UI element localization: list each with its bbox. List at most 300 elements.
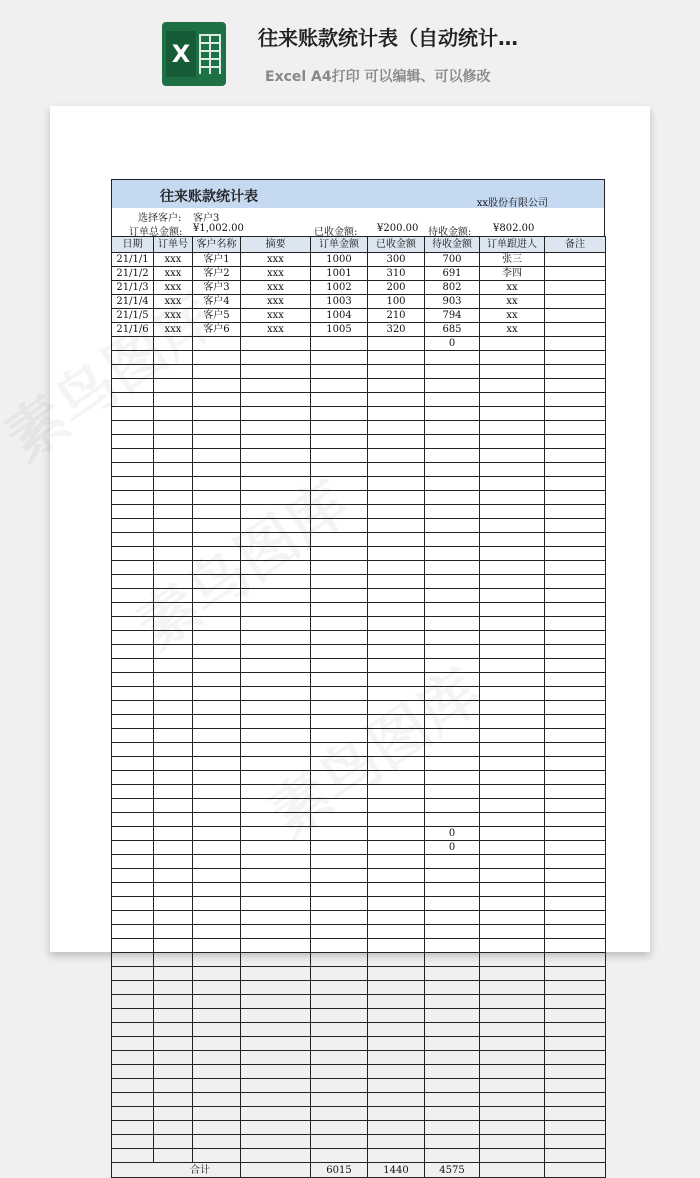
table-cell[interactable] [193,757,241,771]
table-cell[interactable] [241,1023,311,1037]
total-received[interactable]: 1440 [368,1163,425,1178]
table-cell[interactable] [112,575,154,589]
table-cell[interactable] [545,1065,606,1079]
table-cell[interactable] [545,1093,606,1107]
table-cell[interactable] [311,883,368,897]
table-cell[interactable] [193,1107,241,1121]
table-cell[interactable] [480,1107,545,1121]
table-cell[interactable] [425,673,480,687]
table-cell[interactable] [545,981,606,995]
table-cell[interactable] [425,1121,480,1135]
table-cell[interactable] [425,1037,480,1051]
table-cell[interactable] [311,1121,368,1135]
table-cell[interactable] [193,575,241,589]
table-cell[interactable] [480,897,545,911]
table-cell[interactable] [241,1093,311,1107]
table-cell[interactable]: 200 [368,281,425,295]
table-cell[interactable] [154,337,193,351]
table-cell[interactable]: xxx [241,295,311,309]
table-cell[interactable] [425,1135,480,1149]
table-cell[interactable] [480,967,545,981]
table-cell[interactable] [545,1023,606,1037]
table-cell[interactable] [425,771,480,785]
table-cell[interactable] [154,715,193,729]
table-cell[interactable]: xxx [154,309,193,323]
table-cell[interactable] [368,855,425,869]
table-cell[interactable] [241,1065,311,1079]
total-pending[interactable]: 4575 [425,1163,480,1178]
table-cell[interactable] [480,841,545,855]
table-cell[interactable]: xx [480,309,545,323]
table-cell[interactable] [193,421,241,435]
table-cell[interactable]: 802 [425,281,480,295]
table-cell[interactable] [311,421,368,435]
table-cell[interactable] [154,967,193,981]
table-cell[interactable] [241,1163,311,1178]
table-cell[interactable] [112,659,154,673]
table-cell[interactable] [193,463,241,477]
table-cell[interactable] [112,897,154,911]
column-header-remark[interactable]: 备注 [545,237,606,253]
table-cell[interactable] [545,575,606,589]
table-cell[interactable] [112,841,154,855]
table-cell[interactable] [112,1135,154,1149]
table-cell[interactable] [154,421,193,435]
table-cell[interactable] [241,1135,311,1149]
table-cell[interactable] [368,1149,425,1163]
table-cell[interactable] [311,351,368,365]
table-cell[interactable] [545,463,606,477]
table-cell[interactable] [545,533,606,547]
table-cell[interactable] [368,813,425,827]
table-cell[interactable] [311,491,368,505]
table-cell[interactable] [480,687,545,701]
table-cell[interactable]: 310 [368,267,425,281]
table-cell[interactable] [425,1093,480,1107]
table-cell[interactable] [241,421,311,435]
table-cell[interactable] [480,995,545,1009]
table-cell[interactable] [480,561,545,575]
table-cell[interactable] [154,841,193,855]
table-cell[interactable] [241,701,311,715]
table-cell[interactable] [545,1135,606,1149]
table-cell[interactable] [480,1163,545,1178]
table-cell[interactable] [368,1107,425,1121]
table-cell[interactable] [112,1037,154,1051]
table-cell[interactable] [154,743,193,757]
table-cell[interactable] [368,575,425,589]
table-cell[interactable] [311,729,368,743]
table-cell[interactable] [480,491,545,505]
table-cell[interactable] [368,519,425,533]
table-cell[interactable]: 李四 [480,267,545,281]
table-cell[interactable] [112,701,154,715]
table-cell[interactable] [241,365,311,379]
table-cell[interactable] [480,1093,545,1107]
table-cell[interactable] [368,673,425,687]
table-cell[interactable] [241,925,311,939]
table-cell[interactable] [193,379,241,393]
table-cell[interactable] [545,491,606,505]
table-cell[interactable] [425,785,480,799]
table-cell[interactable] [545,1051,606,1065]
table-cell[interactable] [241,491,311,505]
table-cell[interactable] [368,659,425,673]
table-cell[interactable] [193,1023,241,1037]
table-cell[interactable] [193,449,241,463]
table-cell[interactable] [112,393,154,407]
table-cell[interactable] [480,981,545,995]
table-cell[interactable] [241,449,311,463]
table-cell[interactable] [154,925,193,939]
table-cell[interactable] [425,953,480,967]
table-cell[interactable] [425,505,480,519]
table-cell[interactable] [545,365,606,379]
table-cell[interactable] [480,673,545,687]
table-cell[interactable] [241,1149,311,1163]
table-cell[interactable] [311,1079,368,1093]
table-cell[interactable] [545,939,606,953]
table-cell[interactable] [241,757,311,771]
table-cell[interactable] [311,1093,368,1107]
table-cell[interactable] [311,337,368,351]
table-cell[interactable] [241,939,311,953]
table-cell[interactable] [480,505,545,519]
table-cell[interactable]: 客户1 [193,253,241,267]
table-cell[interactable] [193,715,241,729]
table-cell[interactable] [154,869,193,883]
table-cell[interactable] [311,463,368,477]
table-cell[interactable] [425,421,480,435]
table-cell[interactable] [112,939,154,953]
table-cell[interactable] [545,869,606,883]
table-cell[interactable] [545,785,606,799]
table-cell[interactable] [311,897,368,911]
table-cell[interactable] [368,435,425,449]
table-cell[interactable] [241,379,311,393]
table-cell[interactable]: 1001 [311,267,368,281]
table-cell[interactable] [480,1121,545,1135]
table-cell[interactable] [193,491,241,505]
table-cell[interactable] [241,967,311,981]
table-cell[interactable] [311,771,368,785]
table-cell[interactable] [154,1135,193,1149]
table-cell[interactable] [193,519,241,533]
table-cell[interactable]: xxx [154,295,193,309]
table-cell[interactable] [545,631,606,645]
table-cell[interactable] [154,575,193,589]
table-cell[interactable] [154,547,193,561]
table-cell[interactable] [311,757,368,771]
table-cell[interactable] [154,561,193,575]
table-cell[interactable] [154,603,193,617]
table-cell[interactable]: 0 [425,841,480,855]
table-cell[interactable] [425,981,480,995]
table-cell[interactable] [112,827,154,841]
table-cell[interactable] [112,687,154,701]
table-cell[interactable] [193,673,241,687]
table-cell[interactable] [545,267,606,281]
table-cell[interactable] [193,953,241,967]
table-cell[interactable] [112,715,154,729]
table-cell[interactable] [368,729,425,743]
table-cell[interactable]: xxx [241,323,311,337]
table-cell[interactable] [154,351,193,365]
table-cell[interactable] [545,799,606,813]
table-cell[interactable] [311,603,368,617]
table-cell[interactable] [311,1065,368,1079]
table-cell[interactable] [311,505,368,519]
table-cell[interactable] [193,813,241,827]
table-cell[interactable] [545,323,606,337]
table-cell[interactable] [311,659,368,673]
table-cell[interactable] [480,603,545,617]
table-cell[interactable] [311,561,368,575]
table-cell[interactable]: 1003 [311,295,368,309]
table-cell[interactable] [193,687,241,701]
table-cell[interactable] [545,309,606,323]
table-cell[interactable] [368,617,425,631]
table-cell[interactable] [241,897,311,911]
table-cell[interactable] [545,253,606,267]
table-cell[interactable] [480,519,545,533]
table-cell[interactable] [368,547,425,561]
table-cell[interactable] [545,1121,606,1135]
table-cell[interactable] [545,617,606,631]
table-cell[interactable] [193,1079,241,1093]
table-cell[interactable] [154,1121,193,1135]
table-cell[interactable]: xxx [241,267,311,281]
table-cell[interactable] [368,911,425,925]
table-cell[interactable] [311,953,368,967]
table-cell[interactable] [193,477,241,491]
table-cell[interactable] [545,449,606,463]
table-cell[interactable] [368,421,425,435]
table-cell[interactable] [193,841,241,855]
table-cell[interactable] [311,869,368,883]
table-cell[interactable] [425,463,480,477]
column-header-order-no[interactable]: 订单号 [154,237,193,253]
table-cell[interactable] [241,617,311,631]
table-cell[interactable] [241,505,311,519]
table-cell[interactable] [154,631,193,645]
table-cell[interactable] [368,799,425,813]
table-cell[interactable] [545,337,606,351]
table-cell[interactable] [241,827,311,841]
table-cell[interactable] [368,645,425,659]
table-cell[interactable] [545,911,606,925]
table-cell[interactable] [241,1079,311,1093]
table-cell[interactable] [545,729,606,743]
table-cell[interactable]: 客户6 [193,323,241,337]
table-cell[interactable] [368,603,425,617]
table-cell[interactable] [154,659,193,673]
table-cell[interactable] [368,491,425,505]
table-cell[interactable] [241,407,311,421]
table-cell[interactable] [241,743,311,757]
table-cell[interactable] [112,911,154,925]
table-cell[interactable] [545,743,606,757]
table-cell[interactable] [425,869,480,883]
table-cell[interactable] [241,855,311,869]
table-cell[interactable] [154,1149,193,1163]
table-cell[interactable]: xx [480,281,545,295]
table-cell[interactable] [154,407,193,421]
table-cell[interactable] [241,729,311,743]
table-cell[interactable] [425,925,480,939]
table-cell[interactable] [480,575,545,589]
table-cell[interactable] [112,645,154,659]
table-cell[interactable]: 691 [425,267,480,281]
table-cell[interactable] [154,883,193,897]
table-cell[interactable] [368,1135,425,1149]
table-cell[interactable] [154,379,193,393]
table-cell[interactable] [425,631,480,645]
table-cell[interactable]: xxx [154,281,193,295]
table-cell[interactable] [311,547,368,561]
table-cell[interactable] [480,421,545,435]
table-cell[interactable] [241,981,311,995]
table-cell[interactable] [154,729,193,743]
table-cell[interactable]: 客户3 [193,281,241,295]
table-cell[interactable] [193,771,241,785]
table-cell[interactable] [311,911,368,925]
table-cell[interactable] [193,533,241,547]
table-cell[interactable] [425,575,480,589]
table-cell[interactable]: 0 [425,827,480,841]
table-cell[interactable] [193,589,241,603]
table-cell[interactable] [154,701,193,715]
table-cell[interactable] [112,1149,154,1163]
table-cell[interactable] [154,519,193,533]
column-header-order-amount[interactable]: 订单金额 [311,237,368,253]
table-cell[interactable] [425,939,480,953]
table-cell[interactable] [241,1009,311,1023]
table-cell[interactable] [480,617,545,631]
table-cell[interactable] [311,1009,368,1023]
table-cell[interactable] [311,827,368,841]
table-cell[interactable]: 客户5 [193,309,241,323]
table-cell[interactable] [193,925,241,939]
table-cell[interactable]: 21/1/3 [112,281,154,295]
table-cell[interactable] [368,561,425,575]
table-cell[interactable] [311,715,368,729]
table-cell[interactable] [480,393,545,407]
table-cell[interactable] [241,631,311,645]
table-cell[interactable] [368,1093,425,1107]
table-cell[interactable] [311,1149,368,1163]
table-cell[interactable] [425,407,480,421]
table-cell[interactable] [112,337,154,351]
table-cell[interactable]: 21/1/4 [112,295,154,309]
table-cell[interactable]: xxx [154,323,193,337]
table-cell[interactable] [193,967,241,981]
table-cell[interactable] [193,617,241,631]
table-cell[interactable] [112,967,154,981]
table-cell[interactable] [545,1009,606,1023]
table-cell[interactable]: 1000 [311,253,368,267]
table-cell[interactable] [241,533,311,547]
table-cell[interactable] [311,1023,368,1037]
table-cell[interactable] [154,799,193,813]
table-cell[interactable] [193,855,241,869]
table-cell[interactable] [112,379,154,393]
table-cell[interactable] [545,1163,606,1178]
table-cell[interactable] [425,1051,480,1065]
table-cell[interactable] [480,799,545,813]
table-cell[interactable]: xx [480,323,545,337]
table-cell[interactable] [425,547,480,561]
table-cell[interactable] [425,533,480,547]
table-cell[interactable] [545,883,606,897]
table-cell[interactable] [154,1037,193,1051]
table-cell[interactable] [368,379,425,393]
table-cell[interactable] [193,659,241,673]
table-cell[interactable] [545,1149,606,1163]
table-cell[interactable] [480,365,545,379]
table-cell[interactable] [241,1121,311,1135]
table-cell[interactable] [425,379,480,393]
table-cell[interactable] [545,995,606,1009]
table-cell[interactable]: 1005 [311,323,368,337]
table-cell[interactable] [311,631,368,645]
table-cell[interactable] [480,477,545,491]
table-cell[interactable]: xxx [241,281,311,295]
table-cell[interactable] [425,967,480,981]
table-cell[interactable] [480,827,545,841]
table-cell[interactable] [545,1107,606,1121]
table-cell[interactable] [311,799,368,813]
table-cell[interactable] [241,561,311,575]
table-cell[interactable] [480,435,545,449]
table-cell[interactable] [368,1079,425,1093]
table-cell[interactable] [193,939,241,953]
table-cell[interactable] [241,1107,311,1121]
table-cell[interactable]: 903 [425,295,480,309]
table-cell[interactable] [545,603,606,617]
table-cell[interactable] [311,617,368,631]
table-cell[interactable] [241,463,311,477]
table-cell[interactable] [425,757,480,771]
table-cell[interactable] [545,827,606,841]
table-cell[interactable] [112,519,154,533]
table-cell[interactable] [545,435,606,449]
table-cell[interactable] [480,645,545,659]
table-cell[interactable] [425,1023,480,1037]
table-cell[interactable]: xxx [154,253,193,267]
table-cell[interactable] [241,393,311,407]
table-cell[interactable]: xxx [241,253,311,267]
table-cell[interactable] [480,1037,545,1051]
table-cell[interactable] [311,1107,368,1121]
table-cell[interactable] [241,659,311,673]
table-cell[interactable]: 794 [425,309,480,323]
table-cell[interactable] [112,547,154,561]
table-cell[interactable] [368,771,425,785]
table-cell[interactable] [480,729,545,743]
table-cell[interactable] [425,435,480,449]
table-cell[interactable] [193,897,241,911]
table-cell[interactable] [368,449,425,463]
table-cell[interactable] [311,365,368,379]
table-cell[interactable] [241,813,311,827]
table-cell[interactable] [425,883,480,897]
table-cell[interactable] [545,967,606,981]
table-cell[interactable] [112,883,154,897]
table-cell[interactable] [480,631,545,645]
table-cell[interactable] [425,449,480,463]
table-cell[interactable] [311,743,368,757]
